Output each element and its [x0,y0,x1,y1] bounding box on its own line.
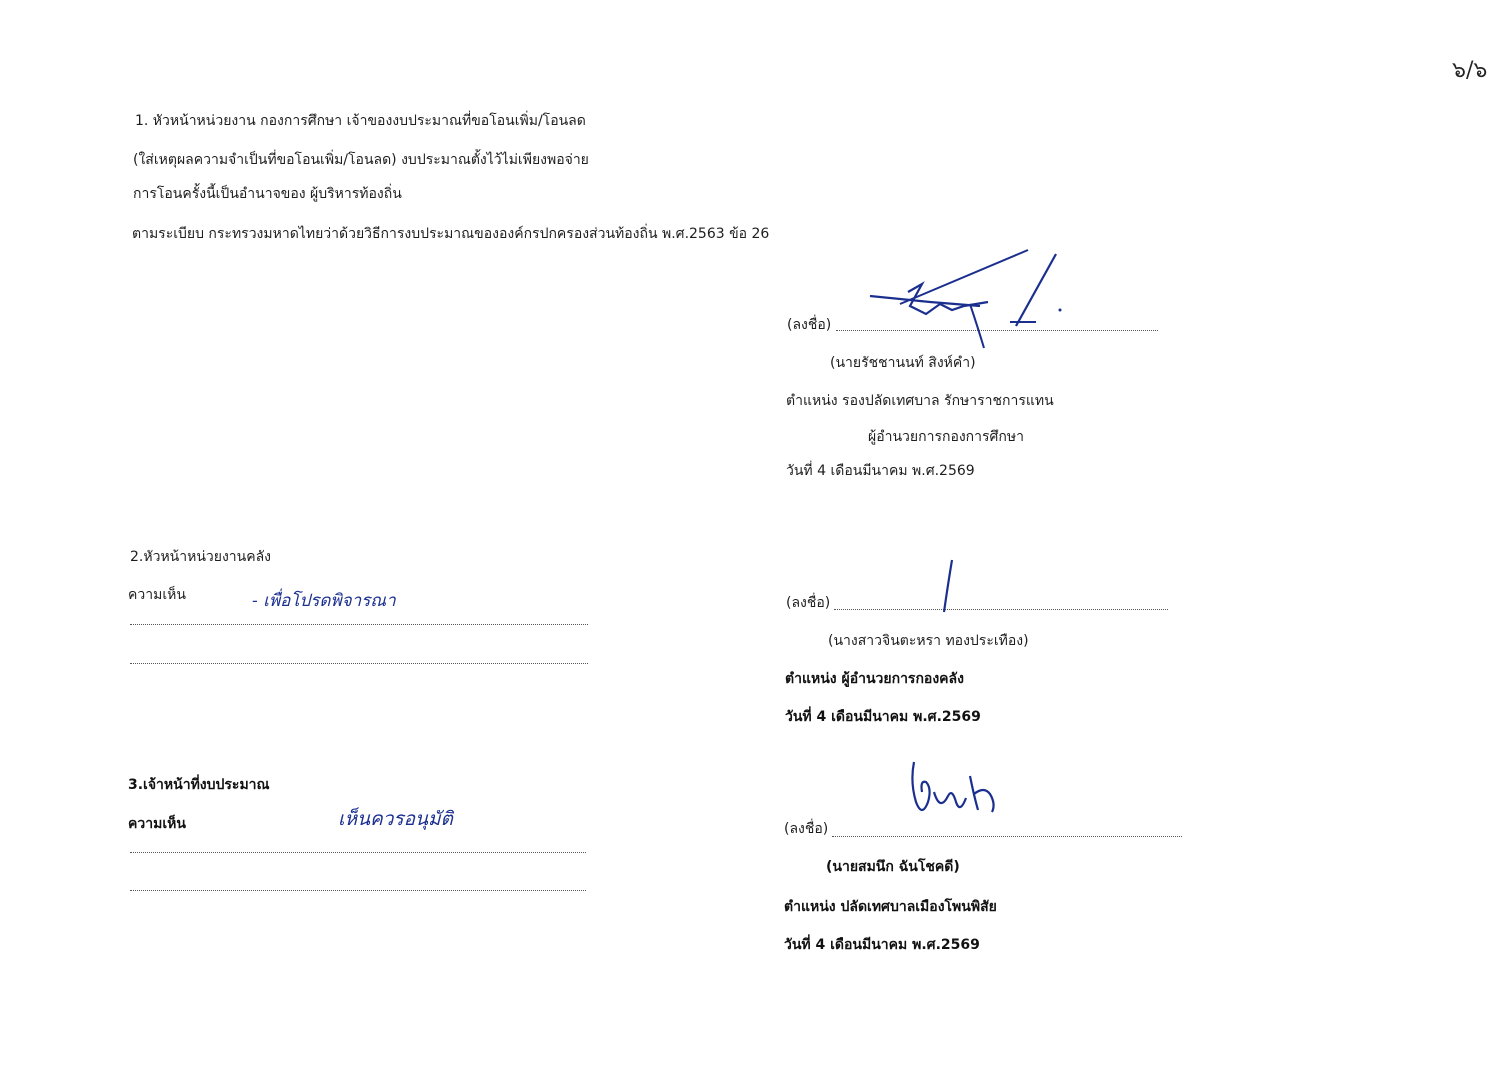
signer1-signature [860,244,1080,354]
signer3-date: วันที่ 4 เดือนมีนาคม พ.ศ.2569 [784,937,980,953]
section3-heading: 3.เจ้าหน้าที่งบประมาณ [128,777,270,793]
section3-opinion-label: ความเห็น [128,816,186,832]
signer3-name: (นายสมนึก ฉันโชคดี) [826,859,960,875]
signer2-signature [930,556,970,616]
signer3-sign-label: (ลงชื่อ) [784,821,829,837]
section2-opinion-handwritten: - เพื่อโปรดพิจารณา [252,591,396,611]
section1-line2: (ใส่เหตุผลความจำเป็นที่ขอโอนเพิ่ม/โอนลด) งบประมาณตั้งไว้ไม่เพียงพอจ่าย [133,152,589,168]
page-number: ๖/๖ [1452,58,1488,83]
signer1-position2: ผู้อำนวยการกองการศึกษา [868,429,1024,445]
section2-opinion-label: ความเห็น [128,587,186,603]
section2-heading: 2.หัวหน้าหน่วยงานคลัง [130,549,272,565]
signer1-name: (นายรัชชานนท์ สิงห์คำ) [830,355,976,371]
section3-opinion-line2 [130,890,586,891]
signer2-name: (นางสาวจินตะหรา ทองประเทือง) [828,633,1029,649]
section3-opinion-line1 [130,852,586,853]
signer2-position: ตำแหน่ง ผู้อำนวยการกองคลัง [785,671,964,687]
section3-opinion-handwritten: เห็นควรอนุมัติ [338,808,453,830]
signer2-date: วันที่ 4 เดือนมีนาคม พ.ศ.2569 [785,709,981,725]
signer1-sign-label: (ลงชื่อ) [787,317,832,333]
signer1-date: วันที่ 4 เดือนมีนาคม พ.ศ.2569 [786,463,975,479]
section1-line3: การโอนครั้งนี้เป็นอำนาจของ ผู้บริหารท้องถิ่น [133,186,402,202]
section2-opinion-line1 [130,624,588,625]
signer2-signature-line [834,609,1168,610]
section1-line4: ตามระเบียบ กระทรวงมหาดไทยว่าด้วยวิธีการงบประมาณขององค์กรปกครองส่วนท้องถิ่น พ.ศ.2563 ข้อ 26 [132,226,770,242]
signer3-position: ตำแหน่ง ปลัดเทศบาลเมืองโพนพิสัย [784,899,997,915]
signer1-position: ตำแหน่ง รองปลัดเทศบาล รักษาราชการแทน [786,393,1054,409]
signer3-signature [904,752,1004,832]
signer2-sign-label: (ลงชื่อ) [786,595,831,611]
signer3-signature-line [832,836,1182,837]
section1-line1: 1. หัวหน้าหน่วยงาน กองการศึกษา เจ้าของงบประมาณที่ขอโอนเพิ่ม/โอนลด [135,113,586,129]
section2-opinion-line2 [130,663,588,664]
